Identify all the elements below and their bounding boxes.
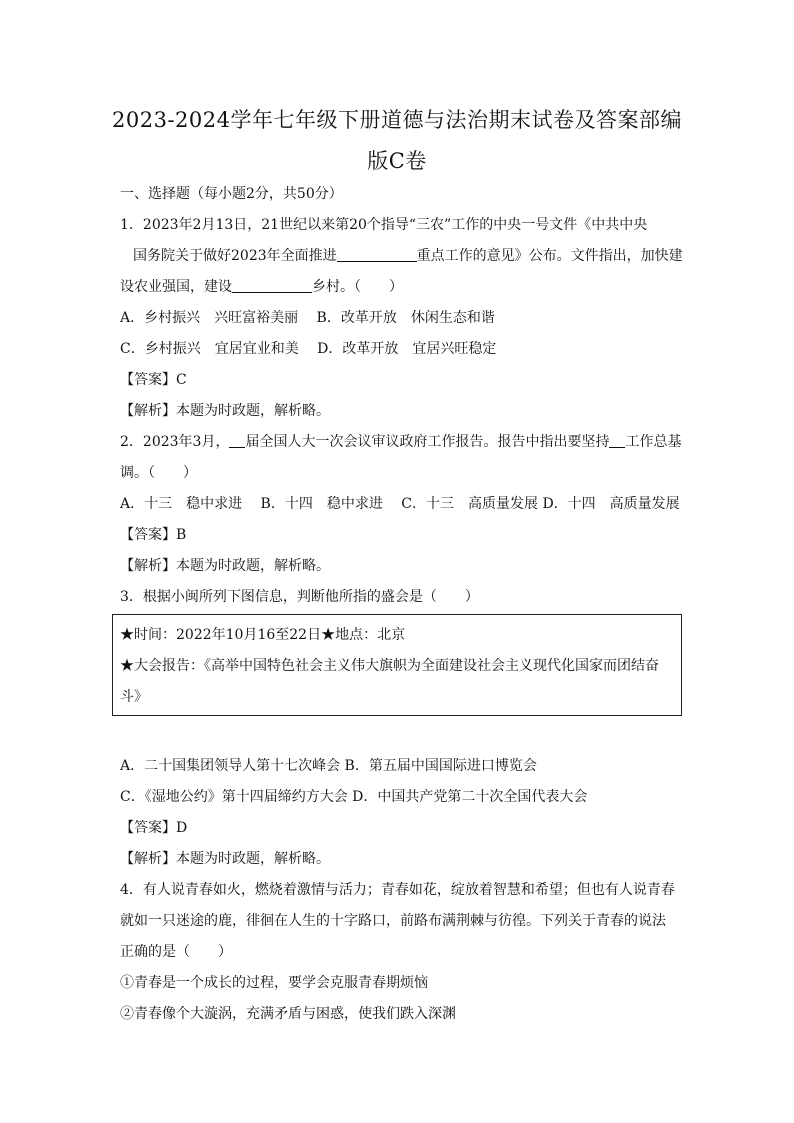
- q2-line-1-c: 工作总基: [625, 434, 682, 450]
- q1-line-2-b: 重点工作的意见》公布。文件指出，加快建: [416, 248, 683, 264]
- q3-analysis: 【解析】本题为时政题，解析略。: [120, 851, 330, 867]
- q3-answer: 【答案】D: [120, 820, 188, 836]
- q4-statement-1: ①青春是一个成长的过程，要学会克服青春期烦恼: [120, 975, 428, 991]
- section-heading: 一、选择题（每小题2分，共50分）: [120, 186, 343, 202]
- q2-line-1-b: 届全国人大一次会议审议政府工作报告。报告中指出要坚持: [245, 434, 610, 450]
- q1-line-3-b: 乡村。（ ）: [312, 279, 403, 295]
- q1-blank-1: [337, 247, 417, 262]
- q2-blank-2: [609, 433, 625, 448]
- q3-options-ab: A．二十国集团领导人第十七次峰会 B．第五届中国国际进口博览会: [120, 758, 537, 774]
- q3-box-line-3: 斗》: [120, 689, 148, 705]
- q1-line-3-a: 设农业强国，建设: [120, 279, 232, 295]
- document-title-line-2: 版C卷: [367, 149, 427, 173]
- q4-line-3: 正确的是（ ）: [120, 944, 232, 960]
- q2-answer: 【答案】B: [120, 527, 187, 543]
- q4-line-2: 就如一只迷途的鹿，徘徊在人生的十字路口，前路布满荆棘与彷徨。下列关于青春的说法: [120, 913, 666, 929]
- q1-answer: 【答案】C: [120, 372, 187, 388]
- q1-line-2-a: 国务院关于做好2023年全面推进: [133, 248, 337, 264]
- q1-line-1: 1．2023年2月13日，21世纪以来第20个指导“三农”工作的中央一号文件《中共中央: [120, 217, 648, 233]
- q1-line-2: [133, 246, 683, 266]
- q4-line-1: 4．有人说青春如火，燃烧着激情与活力；青春如花，绽放着智慧和希望；但也有人说青春: [120, 882, 675, 898]
- q1-blank-2: [232, 278, 312, 293]
- q3-box-line-2: ★大会报告：《高举中国特色社会主义伟大旗帜为全面建设社会主义现代化国家而团结奋: [120, 658, 659, 674]
- q1-analysis: 【解析】本题为时政题，解析略。: [120, 403, 330, 419]
- q2-line-2: 调。（ ）: [120, 465, 197, 481]
- q1-line-3: [120, 277, 403, 297]
- q3-info-box: [112, 614, 682, 716]
- q2-blank-1: [229, 433, 245, 448]
- q3-options-cd: C．《湿地公约》第十四届缔约方大会 D．中国共产党第二十次全国代表大会: [120, 789, 588, 805]
- q1-options-ab: A．乡村振兴 兴旺富裕美丽 B．改革开放 休闲生态和谐: [120, 310, 495, 326]
- q3-box-line-1: ★时间：2022年10月16至22日★地点：北京: [120, 627, 406, 643]
- document-title-line-1: 2023-2024学年七年级下册道德与法治期末试卷及答案部编: [112, 108, 682, 132]
- q2-line-1-a: 2．2023年3月，: [120, 434, 230, 450]
- q4-statement-2: ②青春像个大漩涡，充满矛盾与困惑，使我们跌入深渊: [120, 1006, 456, 1022]
- q1-options-cd: C．乡村振兴 宜居宜业和美 D．改革开放 宜居兴旺稳定: [120, 341, 497, 357]
- q2-line-1: [120, 432, 681, 452]
- q2-analysis: 【解析】本题为时政题，解析略。: [120, 558, 330, 574]
- q2-options: A．十三 稳中求进 B．十四 稳中求进 C．十三 高质量发展 D．十四 高质量发展: [120, 496, 680, 512]
- q3-line-1: 3．根据小闽所列下图信息，判断他所指的盛会是（ ）: [120, 589, 479, 605]
